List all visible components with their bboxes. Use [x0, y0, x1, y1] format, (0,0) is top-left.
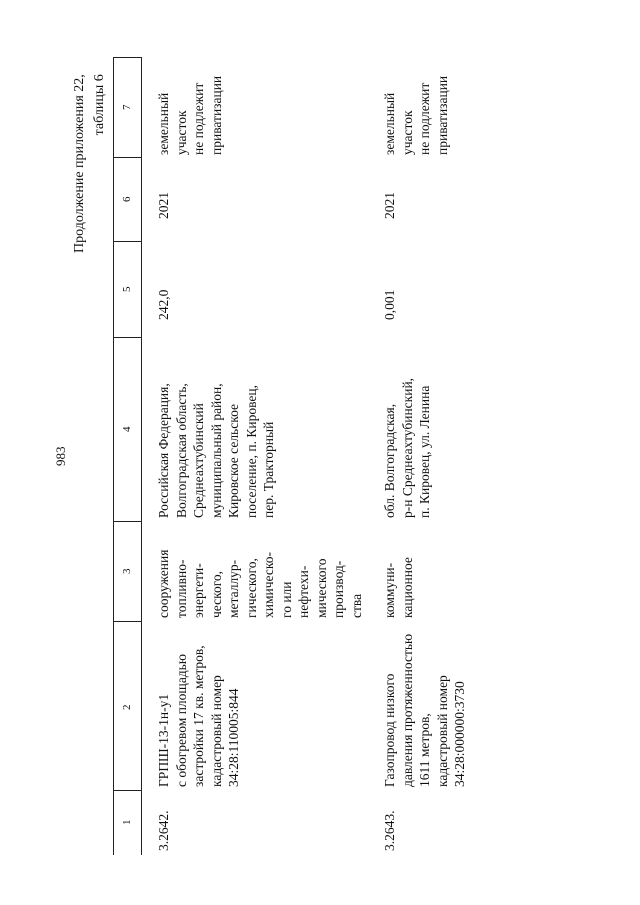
object-purpose-line: мического [313, 558, 329, 618]
object-purpose-line: производ- [331, 560, 346, 618]
header-bottom-border [141, 57, 142, 855]
column-header-7: 7 [121, 104, 133, 110]
object-name-line: 34:28:110005:844 [226, 688, 241, 787]
column-header-3: 3 [121, 568, 133, 574]
object-purpose [155, 550, 365, 618]
object-address-line: Российская Федерация, [156, 383, 171, 518]
continuation-heading [70, 74, 110, 253]
object-purpose-line: ческого, [208, 570, 224, 618]
object-note-line: земельный [156, 92, 171, 155]
header-divider [113, 790, 141, 791]
object-address-line: Кировское сельское [226, 404, 241, 518]
object-name-line: давления протяженностью [399, 633, 415, 787]
header-divider [113, 621, 141, 622]
object-address [381, 378, 434, 518]
object-note-line: участок [399, 110, 415, 155]
object-year: 2021 [156, 192, 171, 219]
row-number: 3.2642. [156, 810, 171, 851]
object-note-line: земельный [382, 92, 397, 155]
object-purpose-line: металлур- [226, 559, 241, 618]
object-value: 242,0 [156, 289, 171, 320]
object-purpose-line: сооружения [156, 549, 171, 618]
column-header-4: 4 [121, 426, 133, 432]
object-note [155, 76, 225, 155]
header-top-border [113, 57, 141, 58]
object-note-line: приватизации [208, 75, 224, 155]
object-purpose-line: кационное [399, 557, 415, 618]
object-name-line: ГРПШ-13-1н-у1 [156, 693, 171, 787]
object-purpose-line: нефтехи- [296, 565, 311, 618]
object-address-line: муниципальный район, [208, 383, 224, 518]
object-address-line: п. Кировец, ул. Ленина [417, 385, 432, 518]
object-name-line: застройки 17 кв. метров, [191, 645, 206, 787]
object-address-line: Среднеахтубинский [191, 403, 206, 518]
object-purpose-line: топливно- [173, 559, 189, 618]
object-address [155, 383, 278, 518]
object-name-line: 1611 метров, [417, 713, 432, 787]
header-divider [113, 337, 141, 338]
object-note-line: участок [173, 110, 189, 155]
object-purpose-line: го или [278, 581, 294, 618]
object-name-line: с обогревом площадью [173, 654, 189, 787]
column-header-2: 2 [121, 704, 133, 710]
object-name-line: Газопровод низкого [382, 673, 397, 787]
header-divider [113, 241, 141, 242]
object-name-line: кадастровый номер [434, 675, 450, 787]
object-purpose-line: коммуни- [382, 562, 397, 618]
object-address-line: р-н Среднеахтубинский, [399, 377, 415, 518]
object-address-line: Волгоградская область, [173, 383, 189, 518]
header-divider [113, 521, 141, 522]
column-header-5: 5 [121, 286, 133, 292]
continuation-line-1: Продолжение приложения 22, [72, 74, 87, 253]
object-note-line: приватизации [434, 75, 450, 155]
object-address-line: обл. Волгоградская, [382, 403, 397, 518]
object-purpose [381, 557, 416, 618]
row-number: 3.2643. [382, 810, 397, 851]
header-divider [113, 157, 141, 158]
object-purpose-line: гического, [243, 558, 259, 618]
object-purpose-line: энергети- [191, 563, 206, 618]
column-header-6: 6 [121, 196, 133, 202]
object-note-line: не подлежит [417, 82, 432, 155]
object-address-line: поселение, п. Кировец, [243, 385, 259, 518]
object-name [381, 634, 469, 787]
object-purpose-line: ства [348, 593, 364, 618]
column-header-1: 1 [121, 819, 133, 825]
object-name-line: 34:28:000000:3730 [452, 681, 467, 787]
object-note [381, 76, 451, 155]
object-name [155, 645, 243, 787]
table-left-border [113, 57, 114, 855]
object-purpose-line: химическо- [261, 552, 276, 618]
object-year: 2021 [382, 192, 397, 219]
object-note-line: не подлежит [191, 82, 206, 155]
object-name-line: кадастровый номер [208, 675, 224, 787]
object-value: 0,001 [382, 289, 397, 320]
object-address-line: пер. Тракторный [261, 421, 276, 518]
continuation-line-2: таблицы 6 [92, 74, 107, 136]
page-number: 983 [53, 446, 68, 466]
